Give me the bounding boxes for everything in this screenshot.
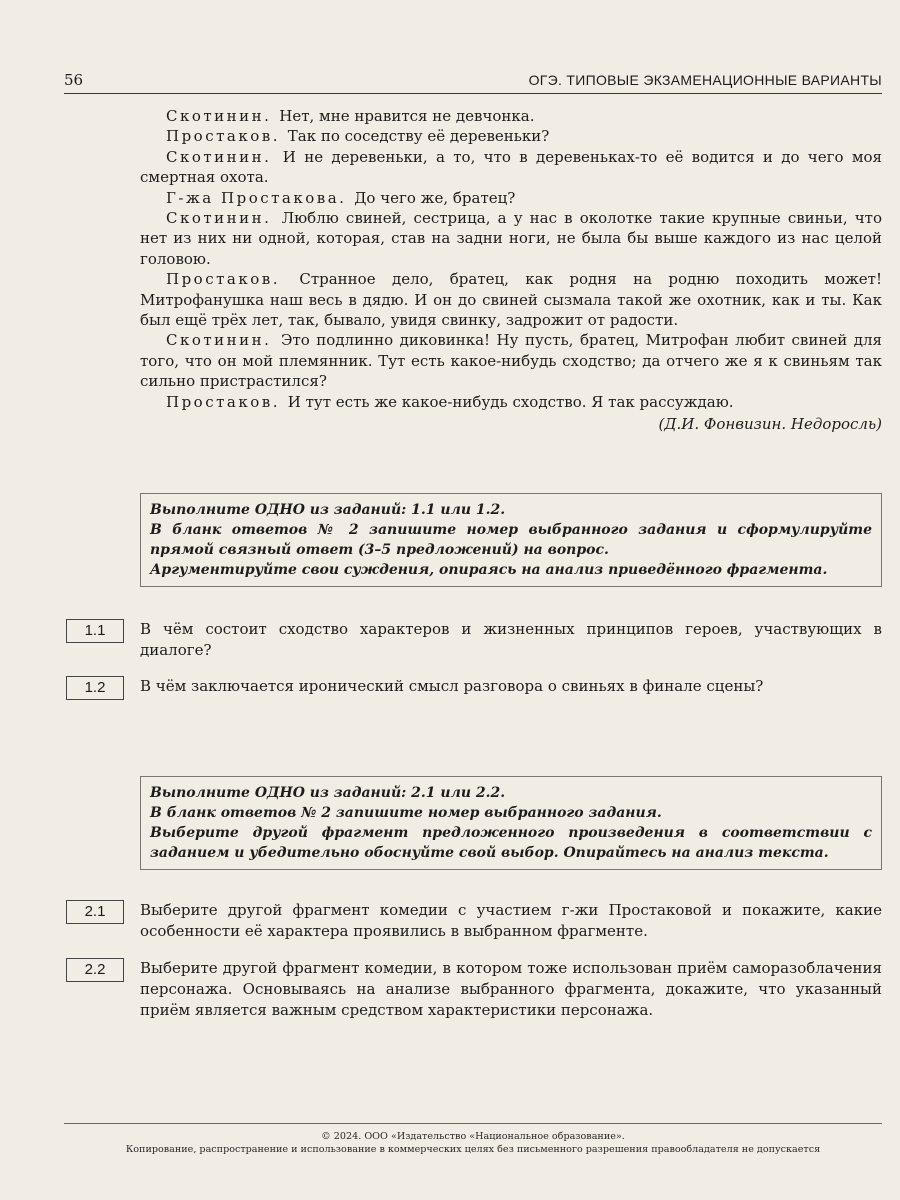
question-number-box: 1.1 (66, 619, 124, 643)
line-text: Это подлинно диковинка! Ну пусть, братец, Митрофан любит свиней для того, что он мой племянник. Тут есть какое-нибудь сходство; да отчего же я к свиньям так сильно пристрастился? (140, 331, 882, 391)
instruction-line: Аргументируйте свои суждения, опираясь на анализ приведённого фрагмента. (150, 562, 828, 578)
speaker-name: Скотинин. (166, 147, 272, 166)
dialogue-line (140, 147, 882, 188)
question-text: В чём заключается иронический смысл разговора о свиньях в финале сцены? (140, 677, 764, 695)
speaker-name: Скотинин. (166, 107, 272, 125)
dialogue-line (140, 269, 882, 330)
dialogue-line (140, 188, 882, 208)
line-text: Нет, мне нравится не девчонка. (279, 107, 535, 125)
line-text: И тут есть же какое-нибудь сходство. Я так рассуждаю. (287, 392, 734, 411)
task-instructions-1 (140, 493, 882, 587)
copyright-footer (64, 1123, 882, 1156)
dialogue-line (140, 208, 882, 269)
dialogue-excerpt (140, 106, 882, 435)
dialogue-line (140, 126, 882, 146)
instruction-line: Выберите другой фрагмент предложенного произведения в соответствии с заданием и убедительно обоснуйте свой выбор. Опирайтесь на анализ текста. (150, 825, 872, 861)
copyright-notice: Копирование, распространение и использование в коммерческих целях без письменного разрешения правообладателя не допускается (125, 1144, 821, 1155)
question-number-box: 2.2 (66, 958, 124, 982)
running-title: ОГЭ. ТИПОВЫЕ ЭКЗАМЕНАЦИОННЫЕ ВАРИАНТЫ (528, 72, 882, 88)
copyright-line: © 2024. ООО «Издательство «Национальное образование». (321, 1131, 625, 1142)
page-header (64, 71, 882, 94)
line-text: Люблю свиней, сестрица, а у нас в околотке такие крупные свиньи, что нет из них ни одной, которая, став на задни ноги, не была бы выше каждого из нас целой головою. (140, 209, 882, 268)
dialogue-line (140, 392, 882, 412)
speaker-name: Простаков. (166, 392, 280, 411)
page-number: 56 (64, 71, 84, 89)
instruction-line: В бланк ответов № 2 запишите номер выбранного задания и сформулируйте прямой связный ответ (3–5 предложений) на вопрос. (150, 522, 872, 558)
speaker-name: Простаков. (166, 127, 280, 146)
task-instructions-2 (140, 776, 882, 870)
instruction-line: В бланк ответов № 2 запишите номер выбранного задания. (150, 805, 662, 821)
source-citation: (Д.И. Фонвизин. Недоросль) (658, 415, 882, 434)
dialogue-line (140, 330, 882, 391)
speaker-name: Скотинин. (166, 209, 272, 228)
question-number-box: 2.1 (66, 900, 124, 924)
instruction-line: Выполните ОДНО из заданий: 2.1 или 2.2. (150, 785, 506, 801)
line-text: До чего же, братец? (354, 188, 516, 207)
question-text: В чём состоит сходство характеров и жизненных принципов героев, участвующих в диалоге? (140, 620, 882, 659)
question-number-box: 1.2 (66, 676, 124, 700)
line-text: Так по соседству её деревеньки? (287, 127, 550, 146)
line-text: И не деревеньки, а то, что в деревеньках-то её водится и до чего моя смертная охота. (140, 147, 882, 187)
speaker-name: Скотинин. (166, 331, 272, 350)
dialogue-line (140, 106, 882, 126)
instruction-line: Выполните ОДНО из заданий: 1.1 или 1.2. (150, 502, 506, 518)
question-text: Выберите другой фрагмент комедии с участием г-жи Простаковой и покажите, какие особенности её характера проявились в выбранном фрагменте. (140, 901, 882, 940)
line-text: Странное дело, братец, как родня на родню походить может! Митрофанушка наш весь в дядю. И он до свиней сызмала такой же охотник, как и ты. Как был ещё трёх лет, так, бывало, увидя свинку, задрожит от радости. (140, 270, 882, 330)
speaker-name: Простаков. (166, 270, 280, 289)
speaker-name: Г-жа Простакова. (166, 188, 347, 207)
question-text: Выберите другой фрагмент комедии, в котором тоже использован приём саморазоблачения персонажа. Основываясь на анализе выбранного фрагмента, докажите, что указанный приём является важным средством характеристики персонажа. (140, 959, 882, 1019)
